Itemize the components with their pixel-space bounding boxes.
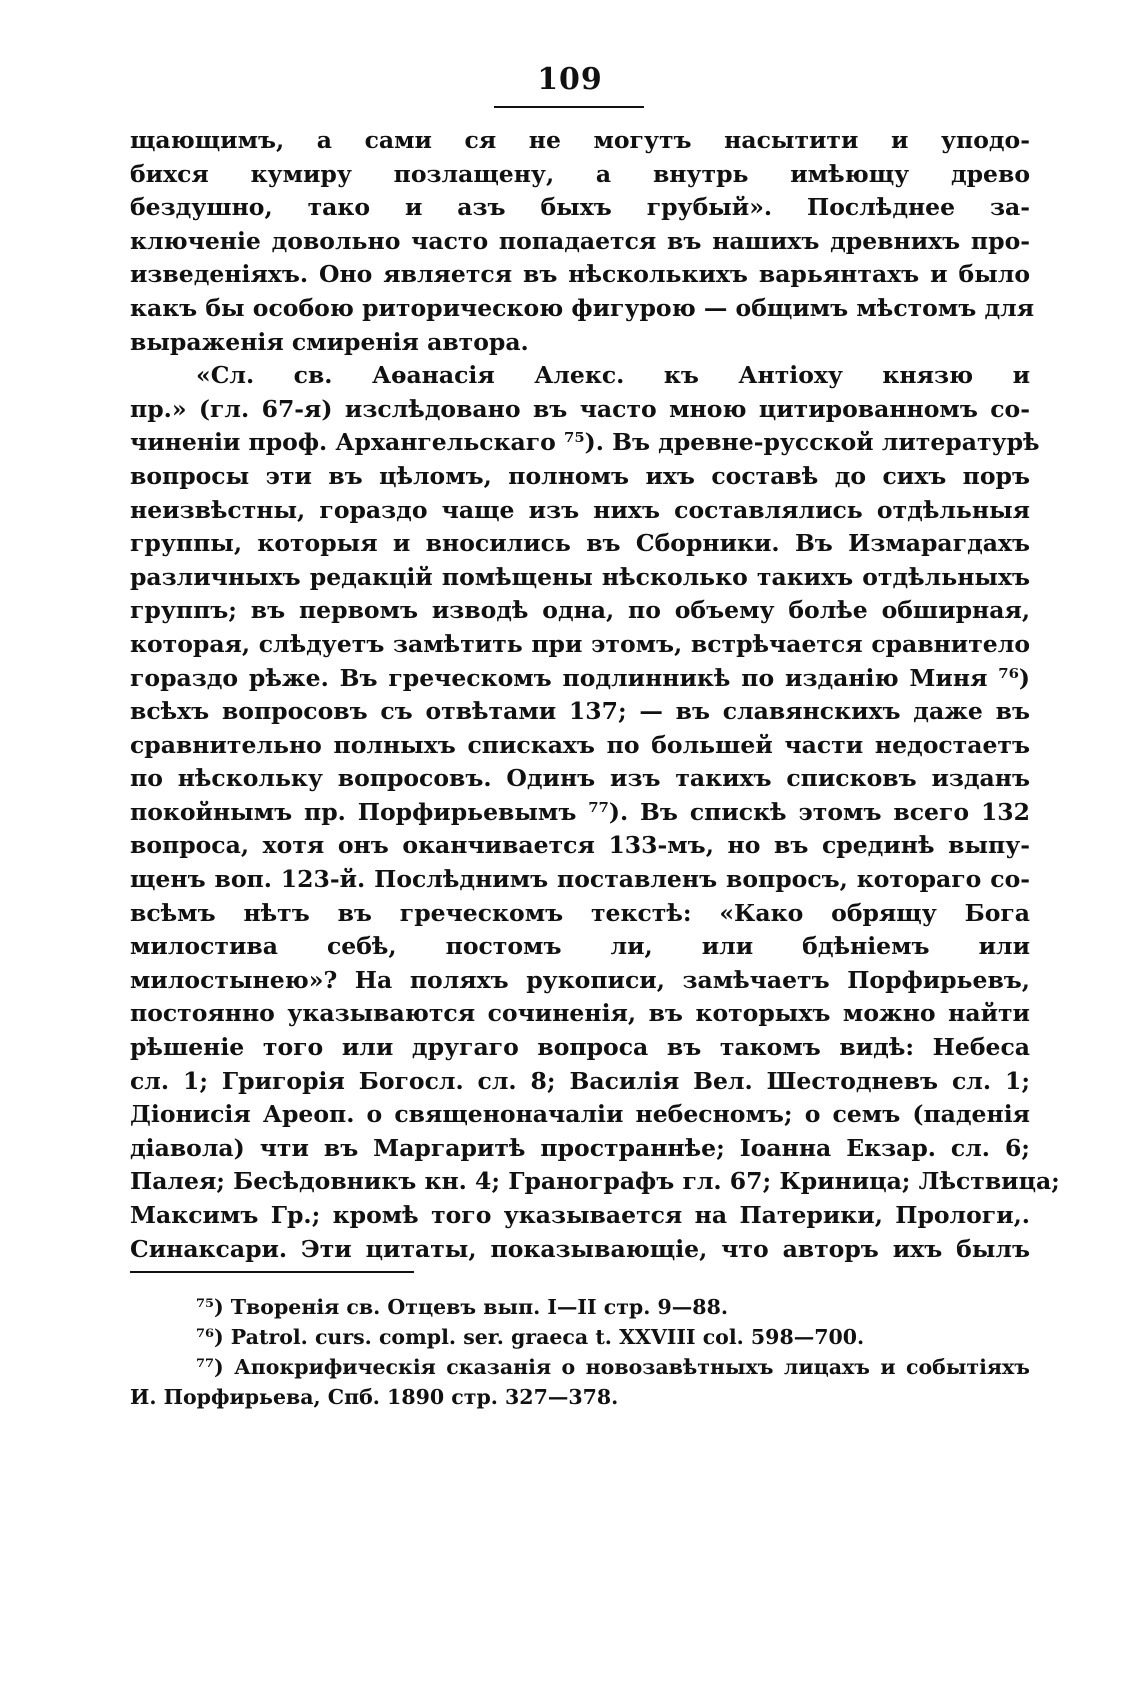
text-line: щенъ воп. 123-й. Послѣднимъ поставленъ вопросъ, котораго со- xyxy=(130,865,1030,894)
text-line: сравнительно полныхъ спискахъ по большей части недостаетъ xyxy=(130,730,1030,759)
text-line: бездушно, тако и азъ быхъ грубый». Послѣднее за- xyxy=(130,193,1030,222)
body-text xyxy=(130,124,1060,1266)
footnote-75: ⁷⁵) Творенія св. Отцевъ вып. I—II стр. 9—88. xyxy=(196,1295,728,1319)
footnotes xyxy=(130,1292,1030,1412)
page-number-rule xyxy=(494,106,644,108)
text-line: діавола) чти въ Маргаритѣ пространнѣе; Іоанна Екзар. сл. 6; xyxy=(130,1133,1030,1162)
text-line: вопроса, хотя онъ оканчивается 133-мъ, но въ срединѣ выпу- xyxy=(130,831,1030,860)
text-line: рѣшеніе того или другаго вопроса въ такомъ видѣ: Небеса xyxy=(130,1033,1030,1062)
text-line: бихся кумиру позлащену, а внутрь имѣющу древо xyxy=(130,159,1030,188)
text-line: ключеніе довольно часто попадается въ нашихъ древнихъ про- xyxy=(130,226,1030,255)
text-line: Максимъ Гр.; кромѣ того указывается на Патерики, Прологи,. xyxy=(130,1201,1030,1229)
text-line: неизвѣстны, гораздо чаще изъ нихъ составлялись отдѣльныя xyxy=(130,495,1030,524)
text-line: группы, которыя и вносились въ Сборники. Въ Измарагдахъ xyxy=(130,529,1030,558)
page-number: 109 xyxy=(537,62,603,97)
text-line: изведеніяхъ. Оно является въ нѣсколькихъ варьянтахъ и было xyxy=(130,260,1030,289)
text-line: пр.» (гл. 67-я) изслѣдовано въ часто мною цитированномъ со- xyxy=(130,394,1030,423)
text-line: Палея; Бесѣдовникъ кн. 4; Гранографъ гл. 67; Криница; Лѣствица; xyxy=(130,1167,1060,1196)
footnote-76: ⁷⁶) Patrol. curs. compl. ser. graeca t. XXVIII col. 598—700. xyxy=(196,1325,865,1349)
text-line: постоянно указываются сочиненія, въ которыхъ можно найти xyxy=(130,999,1030,1028)
text-line: которая, слѣдуетъ замѣтить при этомъ, встрѣчается сравнитело xyxy=(130,629,1030,658)
text-line: покойнымъ пр. Порфирьевымъ ⁷⁷). Въ спискѣ этомъ всего 132 xyxy=(130,797,1030,826)
text-line: выраженія смиренія автора. xyxy=(130,327,529,356)
text-line: группъ; въ первомъ изводѣ одна, по объему болѣе обширная, xyxy=(130,596,1030,625)
text-line: по нѣскольку вопросовъ. Одинъ изъ такихъ списковъ изданъ xyxy=(130,764,1030,793)
text-line: всѣмъ нѣтъ въ греческомъ текстѣ: «Како обрящу Бога xyxy=(130,898,1030,927)
text-line: чиненіи проф. Архангельскаго ⁷⁵). Въ древне-русской литературѣ xyxy=(130,428,1040,457)
footnote-separator xyxy=(130,1271,414,1273)
text-line: Діонисія Ареоп. о священоначаліи небесномъ; о семъ (паденія xyxy=(130,1100,1030,1129)
footnote-77: ⁷⁷) Апокрифическія сказанія о новозавѣтныхъ лицахъ и событіяхъ xyxy=(196,1355,1030,1379)
text-line: гораздо рѣже. Въ греческомъ подлинникѣ по изданію Миня ⁷⁶) xyxy=(130,663,1030,692)
text-line: сл. 1; Григорія Богосл. сл. 8; Василія Вел. Шестодневъ сл. 1; xyxy=(130,1066,1030,1095)
footnote-77-continuation: И. Порфирьева, Спб. 1890 стр. 327—378. xyxy=(130,1385,619,1409)
text-line: всѣхъ вопросовъ съ отвѣтами 137; — въ славянскихъ даже въ xyxy=(130,697,1030,726)
text-line: милостынею»? На поляхъ рукописи, замѣчаетъ Порфирьевъ, xyxy=(130,965,1030,994)
text-line: милостива себѣ, постомъ ли, или бдѣніемъ или xyxy=(130,932,1030,961)
text-line: вопросы эти въ цѣломъ, полномъ ихъ составѣ до сихъ поръ xyxy=(130,461,1030,490)
text-line: какъ бы особою риторическою фигурою — общимъ мѣстомъ для xyxy=(130,293,1035,322)
text-line: щающимъ, а сами ся не могутъ насытити и уподо- xyxy=(130,126,1030,154)
text-line: различныхъ редакцій помѣщены нѣсколько такихъ отдѣльныхъ xyxy=(130,562,1030,591)
text-line: Синаксари. Эти цитаты, показывающіе, что авторъ ихъ былъ xyxy=(130,1234,1030,1263)
text-line: «Сл. св. Аѳанасія Алекс. къ Антіоху князю и xyxy=(196,361,1030,390)
